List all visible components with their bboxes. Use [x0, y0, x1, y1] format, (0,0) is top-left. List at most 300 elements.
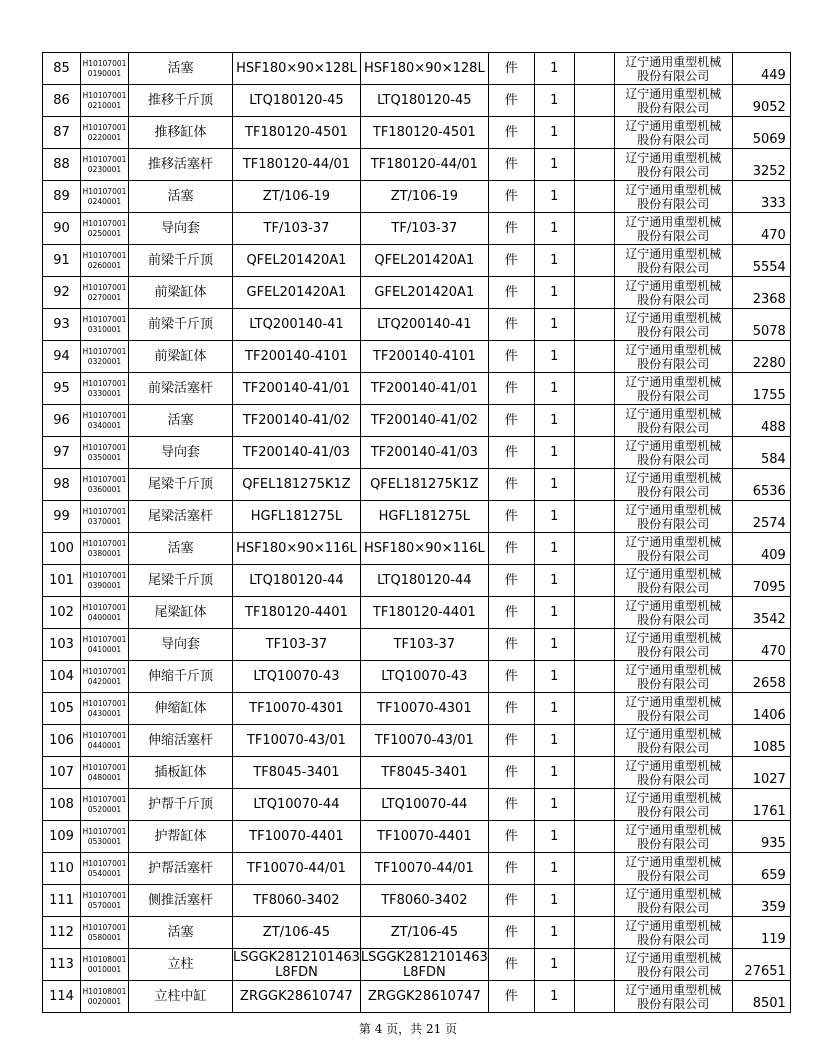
spec: QFEL201420A1: [246, 253, 347, 268]
row-number: 85: [53, 61, 70, 76]
unit-cell: [488, 277, 534, 309]
material-code-cell: [81, 949, 129, 981]
amount: 1761: [752, 804, 786, 819]
amount-cell: [732, 149, 790, 181]
table-row: [43, 309, 791, 341]
unit-cell: [488, 213, 534, 245]
spec-cell: [233, 469, 361, 501]
unit: 件: [504, 477, 518, 492]
material-code-line1: H10107001: [82, 282, 127, 292]
manufacturer-line2: 股份有限公司: [637, 356, 710, 371]
material-code-line2: 0410001: [87, 644, 122, 654]
empty-cell: [574, 437, 614, 469]
quantity-cell: [534, 917, 574, 949]
empty-cell: [574, 245, 614, 277]
manufacturer-cell: [614, 597, 732, 629]
part-name-cell: [129, 85, 233, 117]
spec-cell: [233, 981, 361, 1013]
empty-cell: [574, 693, 614, 725]
spec-cell: [233, 405, 361, 437]
material-code-line2: 0440001: [87, 740, 122, 750]
row-number-cell: [43, 469, 81, 501]
material-code-line1: H10107001: [82, 122, 127, 132]
material-code-line2: 0330001: [87, 388, 122, 398]
manufacturer-line1: 辽宁通用重型机械: [625, 886, 722, 901]
spec-cell: [233, 757, 361, 789]
unit: 件: [504, 797, 518, 812]
part-name-cell: [129, 309, 233, 341]
amount-cell: [732, 885, 790, 917]
spec: QFEL181275K1Z: [242, 477, 351, 492]
quantity-cell: [534, 469, 574, 501]
unit-cell: [488, 789, 534, 821]
amount: 359: [760, 900, 786, 915]
model: LTQ180120-44: [377, 573, 472, 588]
quantity-cell: [534, 501, 574, 533]
manufacturer-line1: 辽宁通用重型机械: [625, 758, 722, 773]
manufacturer-cell: [614, 501, 732, 533]
material-code-cell: [81, 789, 129, 821]
row-number-cell: [43, 85, 81, 117]
row-number-cell: [43, 949, 81, 981]
amount: 1085: [752, 740, 786, 755]
quantity: 1: [550, 861, 559, 876]
amount-cell: [732, 213, 790, 245]
quantity: 1: [550, 541, 559, 556]
quantity-cell: [534, 277, 574, 309]
row-number: 89: [53, 189, 70, 204]
manufacturer-cell: [614, 693, 732, 725]
material-code-cell: [81, 725, 129, 757]
part-name-cell: [129, 565, 233, 597]
quantity-cell: [534, 693, 574, 725]
material-code-cell: [81, 565, 129, 597]
manufacturer-line2: 股份有限公司: [637, 228, 710, 243]
material-code-line2: 0250001: [87, 228, 122, 238]
row-number-cell: [43, 341, 81, 373]
unit-cell: [488, 53, 534, 85]
material-code-cell: [81, 245, 129, 277]
table-row: [43, 149, 791, 181]
amount-cell: [732, 501, 790, 533]
part-name-cell: [129, 949, 233, 981]
spec-cell: [233, 597, 361, 629]
part-name-cell: [129, 277, 233, 309]
manufacturer-cell: [614, 725, 732, 757]
quantity-cell: [534, 885, 574, 917]
part-name: 活塞: [167, 925, 194, 940]
empty-cell: [574, 213, 614, 245]
spec: TF180120-4401: [245, 605, 348, 620]
model: TF10070-43/01: [374, 733, 474, 748]
material-code-line2: 0240001: [87, 196, 122, 206]
manufacturer-line2: 股份有限公司: [637, 420, 710, 435]
row-number-cell: [43, 213, 81, 245]
manufacturer-cell: [614, 85, 732, 117]
part-name-cell: [129, 501, 233, 533]
model: TF200140-41/03: [370, 445, 478, 460]
row-number: 111: [49, 893, 74, 908]
manufacturer-line1: 辽宁通用重型机械: [625, 86, 722, 101]
spec: TF10070-43/01: [246, 733, 346, 748]
unit: 件: [504, 637, 518, 652]
spec: GFEL201420A1: [246, 285, 347, 300]
quantity-cell: [534, 309, 574, 341]
part-name-cell: [129, 917, 233, 949]
manufacturer-line1: 辽宁通用重型机械: [625, 662, 722, 677]
material-code-cell: [81, 341, 129, 373]
model-cell: [360, 789, 488, 821]
quantity-cell: [534, 181, 574, 213]
empty-cell: [574, 117, 614, 149]
manufacturer-line1: 辽宁通用重型机械: [625, 502, 722, 517]
amount: 27651: [744, 964, 786, 979]
model: TF103-37: [393, 637, 456, 652]
manufacturer-line1: 辽宁通用重型机械: [625, 118, 722, 133]
quantity-cell: [534, 341, 574, 373]
quantity: 1: [550, 189, 559, 204]
material-code-line1: H10107001: [82, 314, 127, 324]
unit-cell: [488, 373, 534, 405]
amount: 2368: [752, 292, 786, 307]
row-number-cell: [43, 853, 81, 885]
manufacturer-line2: 股份有限公司: [637, 772, 710, 787]
spec: HSF180×90×128L: [236, 61, 357, 76]
row-number: 107: [49, 765, 74, 780]
model-cell: [360, 949, 488, 981]
unit: 件: [504, 733, 518, 748]
amount: 409: [760, 548, 786, 563]
manufacturer-cell: [614, 853, 732, 885]
unit: 件: [504, 669, 518, 684]
manufacturer-cell: [614, 757, 732, 789]
spec: TF103-37: [265, 637, 328, 652]
amount: 488: [760, 420, 786, 435]
manufacturer-line2: 股份有限公司: [637, 452, 710, 467]
material-code-line2: 0210001: [87, 100, 122, 110]
part-name-cell: [129, 789, 233, 821]
model-cell: [360, 917, 488, 949]
manufacturer-line1: 辽宁通用重型机械: [625, 310, 722, 325]
manufacturer-line2: 股份有限公司: [637, 164, 710, 179]
amount-cell: [732, 85, 790, 117]
amount: 1027: [752, 772, 786, 787]
quantity: 1: [550, 637, 559, 652]
model-cell: [360, 821, 488, 853]
part-name: 推移活塞杆: [147, 157, 213, 172]
amount: 333: [760, 196, 786, 211]
row-number: 92: [53, 285, 70, 300]
amount-cell: [732, 757, 790, 789]
quantity-cell: [534, 245, 574, 277]
manufacturer-line1: 辽宁通用重型机械: [625, 150, 722, 165]
row-number-cell: [43, 277, 81, 309]
material-code-line2: 0350001: [87, 452, 122, 462]
model-cell: [360, 693, 488, 725]
model: TF180120-4401: [372, 605, 476, 620]
row-number-cell: [43, 373, 81, 405]
quantity: 1: [550, 125, 559, 140]
spec-cell: [233, 373, 361, 405]
manufacturer-cell: [614, 149, 732, 181]
unit-cell: [488, 597, 534, 629]
spec-cell: [233, 501, 361, 533]
row-number: 88: [53, 157, 70, 172]
material-code-line1: H10107001: [82, 442, 127, 452]
empty-cell: [574, 981, 614, 1013]
quantity: 1: [550, 701, 559, 716]
table-row: [43, 693, 791, 725]
manufacturer-line1: 辽宁通用重型机械: [625, 246, 722, 261]
part-name-cell: [129, 597, 233, 629]
quantity-cell: [534, 437, 574, 469]
empty-cell: [574, 565, 614, 597]
manufacturer-line2: 股份有限公司: [637, 900, 710, 915]
model: TF180120-4501: [372, 125, 476, 140]
model: GFEL201420A1: [374, 285, 475, 300]
manufacturer-line2: 股份有限公司: [637, 932, 710, 947]
unit: 件: [504, 605, 518, 620]
amount: 659: [760, 868, 786, 883]
table-row: [43, 469, 791, 501]
table-row: [43, 53, 791, 85]
manufacturer-line2: 股份有限公司: [637, 260, 710, 275]
manufacturer-line2: 股份有限公司: [637, 100, 710, 115]
material-code-cell: [81, 277, 129, 309]
spec-cell: [233, 181, 361, 213]
material-code-line2: 0320001: [87, 356, 122, 366]
manufacturer-line2: 股份有限公司: [637, 68, 710, 83]
quantity: 1: [550, 573, 559, 588]
model: TF/103-37: [391, 221, 458, 236]
model: HGFL181275L: [378, 509, 471, 524]
amount: 1406: [752, 708, 786, 723]
spec-cell: [233, 853, 361, 885]
material-code-cell: [81, 629, 129, 661]
table-row: [43, 853, 791, 885]
material-code-line1: H10107001: [82, 58, 127, 68]
spec: TF10070-4401: [249, 829, 344, 844]
unit: 件: [504, 701, 518, 716]
spec: LTQ10070-43: [253, 669, 340, 684]
part-name: 护帮缸体: [154, 829, 207, 844]
material-code-cell: [81, 469, 129, 501]
spec-cell: [233, 661, 361, 693]
amount: 6536: [752, 484, 786, 499]
spec: TF200140-41/01: [242, 381, 351, 396]
table-row: [43, 373, 791, 405]
model: LTQ200140-41: [377, 317, 472, 332]
amount: 5554: [752, 260, 786, 275]
quantity-cell: [534, 53, 574, 85]
model-cell: [360, 85, 488, 117]
quantity-cell: [534, 757, 574, 789]
material-code-line2: 0390001: [87, 580, 122, 590]
quantity: 1: [550, 477, 559, 492]
material-code-cell: [81, 437, 129, 469]
unit-cell: [488, 437, 534, 469]
quantity: 1: [550, 413, 559, 428]
amount: 470: [760, 644, 786, 659]
material-code-line2: 0400001: [87, 612, 122, 622]
table-row: [43, 181, 791, 213]
spec: ZRGGK28610747: [240, 989, 353, 1004]
part-name: 伸缩缸体: [154, 701, 207, 716]
amount-cell: [732, 53, 790, 85]
part-name-cell: [129, 725, 233, 757]
unit-cell: [488, 565, 534, 597]
spec-cell: [233, 341, 361, 373]
material-code-cell: [81, 661, 129, 693]
manufacturer-cell: [614, 821, 732, 853]
part-name: 推移缸体: [154, 125, 207, 140]
unit-cell: [488, 725, 534, 757]
material-code-cell: [81, 149, 129, 181]
spec: TF180120-4501: [245, 125, 348, 140]
row-number: 109: [49, 829, 74, 844]
material-code-cell: [81, 53, 129, 85]
material-code-line2: 0220001: [87, 132, 122, 142]
quantity: 1: [550, 605, 559, 620]
row-number: 104: [49, 669, 74, 684]
model-cell: [360, 213, 488, 245]
model-cell: [360, 469, 488, 501]
manufacturer-cell: [614, 885, 732, 917]
model-cell: [360, 245, 488, 277]
part-name-cell: [129, 405, 233, 437]
table-row: [43, 117, 791, 149]
part-name: 尾梁千斤顶: [147, 477, 213, 492]
quantity-cell: [534, 949, 574, 981]
manufacturer-cell: [614, 789, 732, 821]
amount-cell: [732, 245, 790, 277]
material-code-line1: H10107001: [82, 378, 127, 388]
part-name-cell: [129, 853, 233, 885]
material-code-line1: H10107001: [82, 858, 127, 868]
table-row: [43, 533, 791, 565]
row-number: 102: [49, 605, 74, 620]
material-code-line1: H10107001: [82, 762, 127, 772]
quantity-cell: [534, 981, 574, 1013]
quantity-cell: [534, 661, 574, 693]
spec-cell: [233, 85, 361, 117]
model-cell: [360, 853, 488, 885]
row-number-cell: [43, 309, 81, 341]
table-row: [43, 757, 791, 789]
unit-cell: [488, 661, 534, 693]
empty-cell: [574, 853, 614, 885]
unit: 件: [504, 285, 518, 300]
manufacturer-line1: 辽宁通用重型机械: [625, 854, 722, 869]
model: TF10070-4401: [377, 829, 472, 844]
empty-cell: [574, 789, 614, 821]
model: LTQ180120-45: [377, 93, 472, 108]
row-number: 96: [53, 413, 70, 428]
row-number: 93: [53, 317, 70, 332]
amount: 119: [760, 932, 786, 947]
unit-cell: [488, 245, 534, 277]
part-name-cell: [129, 469, 233, 501]
unit-cell: [488, 341, 534, 373]
amount: 8501: [752, 996, 786, 1011]
material-code-cell: [81, 405, 129, 437]
quantity: 1: [550, 157, 559, 172]
model-cell: [360, 565, 488, 597]
manufacturer-cell: [614, 661, 732, 693]
amount-cell: [732, 789, 790, 821]
spec: TF180120-44/01: [242, 157, 351, 172]
material-code-line2: 0310001: [87, 324, 122, 334]
material-code-line1: H10107001: [82, 410, 127, 420]
empty-cell: [574, 629, 614, 661]
row-number: 103: [49, 637, 74, 652]
unit-cell: [488, 885, 534, 917]
model: TF200140-4101: [372, 349, 476, 364]
row-number: 112: [49, 925, 74, 940]
spec-cell: [233, 149, 361, 181]
amount-cell: [732, 693, 790, 725]
row-number: 87: [53, 125, 70, 140]
row-number-cell: [43, 533, 81, 565]
material-code-line1: H10107001: [82, 154, 127, 164]
amount: 2658: [752, 676, 786, 691]
empty-cell: [574, 181, 614, 213]
model: QFEL181275K1Z: [370, 477, 479, 492]
material-code-cell: [81, 885, 129, 917]
material-code-cell: [81, 373, 129, 405]
model: TF10070-4301: [377, 701, 472, 716]
row-number-cell: [43, 181, 81, 213]
model-cell: [360, 149, 488, 181]
unit-cell: [488, 469, 534, 501]
empty-cell: [574, 277, 614, 309]
manufacturer-line1: 辽宁通用重型机械: [625, 278, 722, 293]
model-cell: [360, 597, 488, 629]
row-number: 91: [53, 253, 70, 268]
part-name: 活塞: [167, 61, 194, 76]
amount-cell: [732, 565, 790, 597]
manufacturer-cell: [614, 213, 732, 245]
manufacturer-line1: 辽宁通用重型机械: [625, 342, 722, 357]
part-name: 导向套: [160, 221, 200, 236]
material-code-line1: H10107001: [82, 826, 127, 836]
amount-cell: [732, 405, 790, 437]
spec: ZT/106-19: [262, 189, 331, 204]
row-number: 97: [53, 445, 70, 460]
manufacturer-line2: 股份有限公司: [637, 676, 710, 691]
material-code-line2: 0530001: [87, 836, 122, 846]
amount: 935: [760, 836, 786, 851]
material-code-line1: H10107001: [82, 538, 127, 548]
spec: TF200140-4101: [245, 349, 348, 364]
unit-cell: [488, 533, 534, 565]
row-number-cell: [43, 725, 81, 757]
table-row: [43, 565, 791, 597]
row-number-cell: [43, 565, 81, 597]
quantity-cell: [534, 629, 574, 661]
model-cell: [360, 885, 488, 917]
model-cell: [360, 501, 488, 533]
material-code-line1: H10107001: [82, 346, 127, 356]
part-name: 前梁缸体: [154, 349, 207, 364]
amount-cell: [732, 597, 790, 629]
manufacturer-cell: [614, 469, 732, 501]
model-cell: [360, 725, 488, 757]
manufacturer-line2: 股份有限公司: [637, 996, 710, 1011]
model-cell: [360, 757, 488, 789]
row-number: 114: [49, 989, 74, 1004]
material-code-line1: H10108001: [82, 986, 127, 996]
